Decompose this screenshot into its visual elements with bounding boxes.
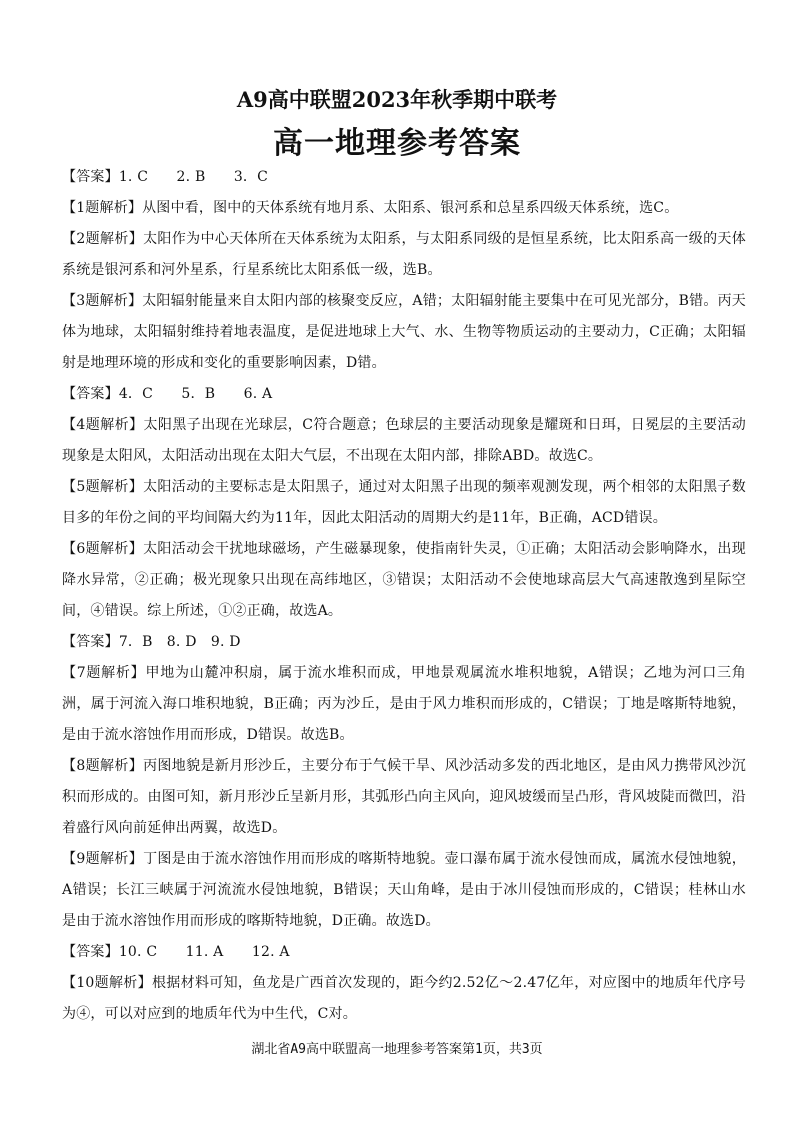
analysis-q4 (62, 410, 746, 472)
block-text: 太阳作为中心天体所在天体系统为太阳系，与太阳系同级的是恒星系统，比太阳系高一级的天体系统是银河系和河外星系，行星系统比太阳系低一级，选B。 (62, 231, 746, 278)
analysis-q7 (62, 658, 746, 751)
block-text: 丁图是由于流水溶蚀作用而形成的喀斯特地貌。壶口瀑布属于流水侵蚀而成，属流水侵蚀地貌，A错误；长江三峡属于河流流水侵蚀地貌，B错误；天山角峰，是由于冰川侵蚀而形成的，C错误；桂林山水是由于流水溶蚀作用而形成的喀斯特地貌，D正确。故选D。 (62, 851, 746, 929)
answer-key-title: 高一地理参考答案 (273, 126, 521, 161)
block-text: 从图中看，图中的天体系统有地月系、太阳系、银河系和总星系四级天体系统，选C。 (142, 200, 679, 216)
analysis-q5 (62, 472, 746, 534)
block-label: 【答案】 (62, 634, 119, 650)
block-text: 太阳活动会干扰地球磁场，产生磁暴现象，使指南针失灵，①正确；太阳活动会影响降水，出现降水异常，②正确；极光现象只出现在高纬地区，③错误；太阳活动不会使地球高层大气高速散逸到星际空间，④错误。综上所述，①②正确，故选A。 (62, 541, 746, 619)
block-text: 根据材料可知，鱼龙是广西首次发现的，距今约2.52亿～2.47亿年，对应图中的地质年代序号为④，可以对应到的地质年代为中生代，C对。 (62, 975, 747, 1022)
block-label: 【答案】 (62, 944, 119, 960)
analysis-q9 (62, 844, 746, 937)
block-text: 太阳辐射能量来自太阳内部的核聚变反应，A错；太阳辐射能主要集中在可见光部分，B错。丙天体为地球，太阳辐射维持着地表温度，是促进地球上大气、水、生物等物质运动的主要动力，C正确；太阳辐射是地理环境的形成和变化的重要影响因素，D错。 (62, 293, 746, 371)
block-label: 【4题解析】 (62, 417, 144, 433)
analysis-q3 (62, 286, 746, 379)
analysis-q1 (62, 193, 746, 224)
block-label: 【8题解析】 (62, 758, 144, 774)
block-text: 7．B 8. D 9. D (118, 634, 241, 650)
block-text: 太阳黑子出现在光球层，C符合题意；色球层的主要活动现象是耀斑和日珥，日冕层的主要活动现象是太阳风，太阳活动出现在太阳大气层，不出现在太阳内部，排除ABD。故选C。 (62, 417, 746, 464)
block-text: 太阳活动的主要标志是太阳黑子，通过对太阳黑子出现的频率观测发现，两个相邻的太阳黑子数目多的年份之间的平均间隔大约为11年，因此太阳活动的周期大约是11年，B正确，ACD错误。 (62, 479, 746, 526)
block-label: 【10题解析】 (62, 975, 152, 991)
exam-title: A9高中联盟2023年秋季期中联考 (236, 87, 558, 112)
analysis-q8 (62, 751, 746, 844)
block-text: 4．C 5．B 6. A (118, 386, 273, 402)
block-text: 丙图地貌是新月形沙丘，主要分布于气候干旱、风沙活动多发的西北地区，是由风力携带风沙沉积而形成的。由图可知，新月形沙丘呈新月形，其弧形凸向主风向，迎风坡缓而呈凸形，背风坡陡而微凹，沿着盛行风向前延伸出两翼，故选D。 (62, 758, 746, 836)
analysis-q10 (62, 968, 746, 1030)
analysis-q6 (62, 534, 746, 627)
block-label: 【1题解析】 (62, 200, 143, 216)
block-label: 【9题解析】 (62, 851, 144, 867)
block-label: 【7题解析】 (62, 665, 146, 681)
answer-content (62, 162, 746, 1030)
answer-line-4-6 (62, 379, 746, 410)
analysis-q2 (62, 224, 746, 286)
answer-line-1-3 (62, 162, 746, 193)
block-text: 10. C 11. A 12. A (118, 944, 290, 960)
block-label: 【答案】 (62, 386, 119, 402)
block-label: 【5题解析】 (62, 479, 144, 495)
block-text: 1. C 2. B 3．C (118, 169, 269, 185)
answer-line-10-12 (62, 937, 746, 968)
answer-line-7-9 (62, 627, 746, 658)
block-label: 【答案】 (62, 169, 119, 185)
block-label: 【3题解析】 (62, 293, 143, 309)
block-text: 甲地为山麓冲积扇，属于流水堆积而成，甲地景观属流水堆积地貌，A错误；乙地为河口三角洲，属于河流入海口堆积地貌，B正确；丙为沙丘，是由于风力堆积而形成的，C错误；丁地是喀斯特地貌，是由于流水溶蚀作用而形成，D错误。故选B。 (62, 665, 747, 743)
block-label: 【2题解析】 (62, 231, 144, 247)
page-footer: 湖北省A9高中联盟高一地理参考答案第1页，共3页 (251, 1042, 543, 1057)
block-label: 【6题解析】 (62, 541, 144, 557)
